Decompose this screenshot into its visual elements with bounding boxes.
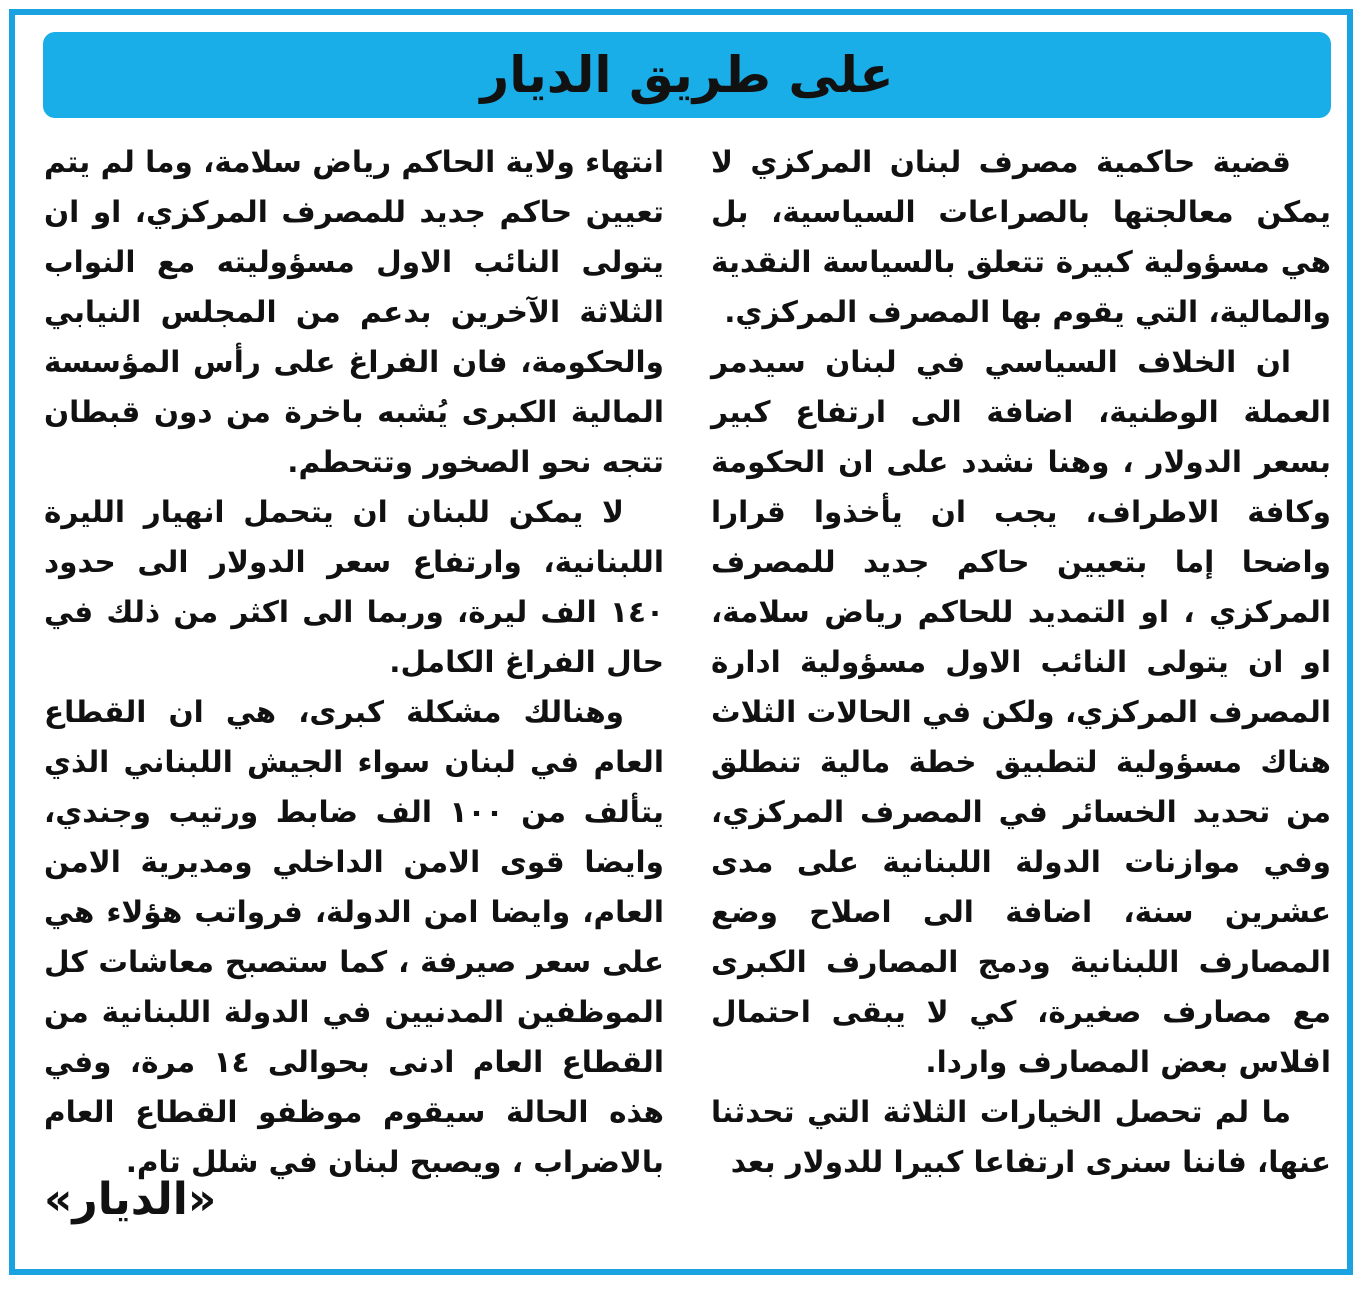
page-title: على طريق الديار [480, 46, 894, 104]
article-column-right [711, 137, 1331, 1187]
header-banner [43, 32, 1331, 118]
article-paragraph: لا يمكن للبنان ان يتحمل انهيار الليرة اللبنانية، وارتفاع سعر الدولار الى حدود ١٤٠ الف ليرة، وربما الى اكثر من ذلك في حال الفراغ الكامل. [44, 495, 664, 679]
article-column-left [44, 137, 664, 1187]
article-signature: «الديار» [44, 1174, 217, 1225]
article-paragraph-continuation: انتهاء ولاية الحاكم رياض سلامة، وما لم يتم تعيين حاكم جديد للمصرف المركزي، او ان يتولى النائب الاول مسؤوليته مع النواب الثلاثة الآخرين بدعم من المجلس النيابي والحكومة، فان الفراغ على رأس المؤسسة المالية الكبرى يُشبه باخرة من دون قبطان تتجه نحو الصخور وتتحطم. [44, 145, 664, 479]
article-paragraph: وهنالك مشكلة كبرى، هي ان القطاع العام في لبنان سواء الجيش اللبناني الذي يتألف من ١٠٠ الف ضابط ورتيب وجندي، وايضا قوى الامن الداخلي ومديرية الامن العام، وايضا امن الدولة، فرواتب هؤلاء هي على سعر صيرفة ، كما ستصبح معاشات كل الموظفين المدنيين في الدولة اللبنانية من القطاع العام ادنى بحوالى ١٤ مرة، وفي هذه الحالة سيقوم موظفو القطاع العام بالاضراب ، ويصبح لبنان في شلل تام. [44, 695, 664, 1179]
article-paragraph: ما لم تحصل الخيارات الثلاثة التي تحدثنا عنها، فاننا سنرى ارتفاعا كبيرا للدولار بعد [711, 1095, 1331, 1179]
article-paragraph: ان الخلاف السياسي في لبنان سيدمر العملة الوطنية، اضافة الى ارتفاع كبير بسعر الدولار ، وهنا نشدد على ان الحكومة وكافة الاطراف، يجب ان يأخذوا قرارا واضحا إما بتعيين حاكم جديد للمصرف المركزي ، او التمديد للحاكم رياض سلامة، او ان يتولى النائب الاول مسؤولية ادارة المصرف المركزي، ولكن في الحالات الثلاث هناك مسؤولية لتطبيق خطة مالية تنطلق من تحديد الخسائر في المصرف المركزي، وفي موازنات الدولة اللبنانية على مدى عشرين سنة، اضافة الى اصلاح وضع المصارف اللبنانية ودمج المصارف الكبرى مع مصارف صغيرة، كي لا يبقى احتمال افلاس بعض المصارف واردا. [711, 345, 1331, 1079]
article-paragraph: قضية حاكمية مصرف لبنان المركزي لا يمكن معالجتها بالصراعات السياسية، بل هي مسؤولية كبيرة تتعلق بالسياسة النقدية والمالية، التي يقوم بها المصرف المركزي. [711, 145, 1331, 329]
